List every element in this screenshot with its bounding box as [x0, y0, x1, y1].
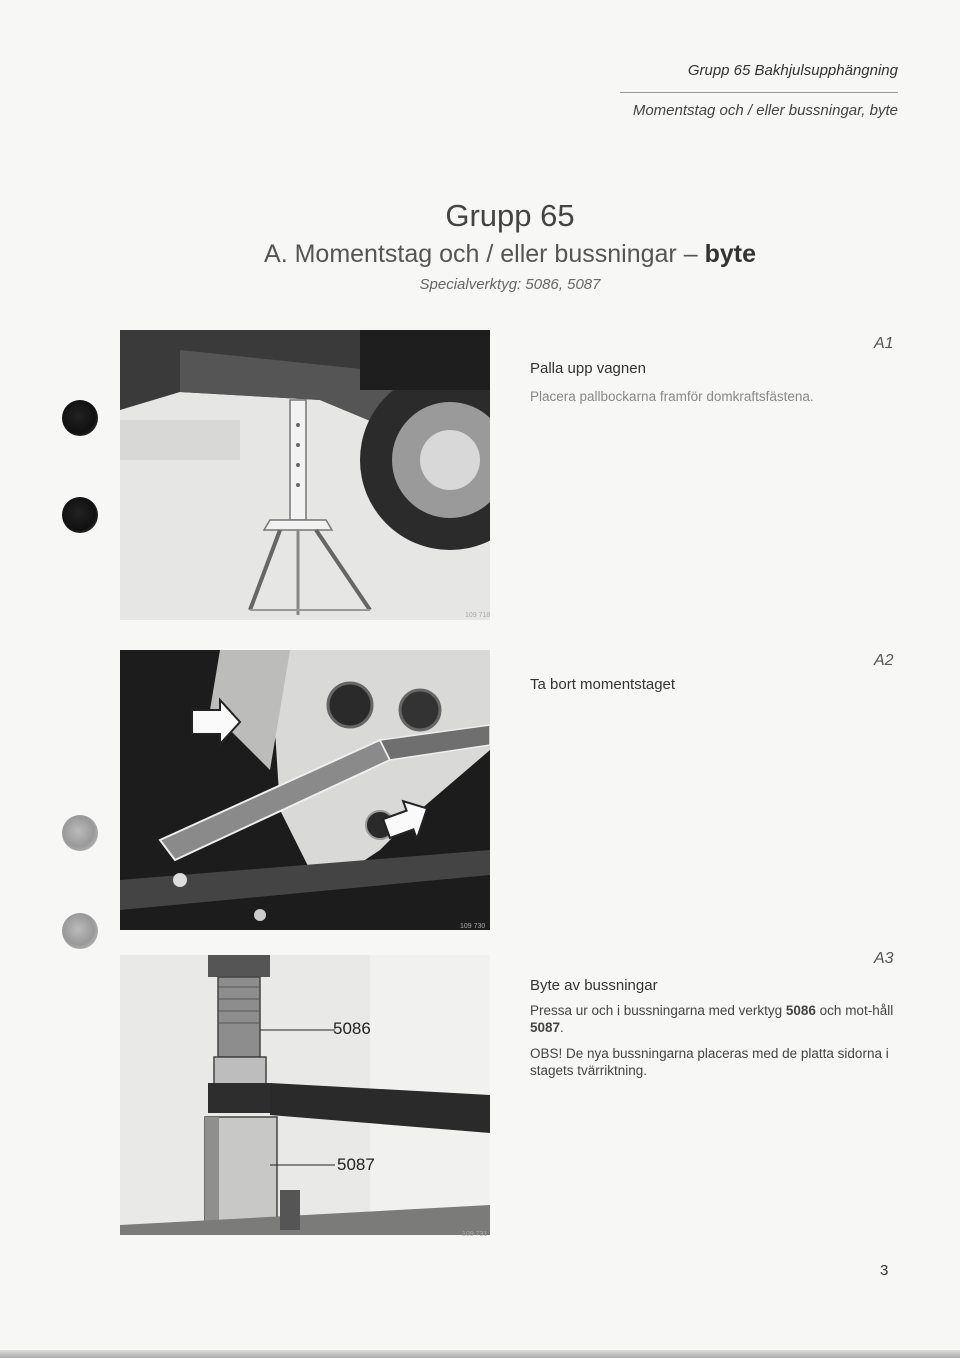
binder-hole	[62, 400, 98, 436]
step-label-a2: A2	[874, 652, 894, 669]
procedure-title	[0, 240, 960, 269]
step-heading-a2: Ta bort momentstaget	[530, 676, 676, 693]
photo-torque-rod	[120, 650, 490, 930]
photo-bushing-press	[120, 955, 490, 1235]
step-text-a3: Pressa ur och i bussningarna med verktyg 5086 och mot-håll 5087.	[530, 1003, 894, 1035]
photo-jack-stand	[120, 330, 490, 620]
section-title: Grupp 65	[445, 198, 575, 233]
binder-hole	[62, 497, 98, 533]
step-label-a3: A3	[874, 950, 894, 967]
step-label-a1: A1	[874, 335, 894, 352]
scan-edge	[0, 1350, 960, 1358]
special-tools: Specialverktyg: 5086, 5087	[419, 276, 601, 293]
tool-5087: 5087	[530, 1020, 561, 1035]
procedure-action: byte	[704, 240, 756, 268]
page-number: 3	[880, 1262, 889, 1279]
callout-5086: 5086	[333, 1019, 371, 1038]
image-number: 109 718	[465, 612, 491, 619]
running-header-group: Grupp 65 Bakhjulsupphängning	[687, 62, 898, 79]
step-heading-a1: Palla upp vagnen	[530, 360, 646, 377]
running-header-subtitle: Momentstag och / eller bussningar, byte	[632, 102, 898, 119]
tool-5086: 5086	[785, 1003, 816, 1018]
procedure-name: Momentstag och / eller bussningar	[294, 240, 677, 268]
header-rule	[620, 92, 898, 93]
image-number: 109 730	[460, 923, 486, 930]
procedure-dash: –	[683, 240, 698, 268]
procedure-prefix: A.	[264, 240, 288, 268]
binder-hole	[62, 913, 98, 949]
callout-5087: 5087	[337, 1155, 375, 1174]
binder-hole	[62, 815, 98, 851]
image-number: 109 731	[462, 1231, 488, 1238]
step-note-a3: OBS! De nya bussningarna placeras med de platta sidorna i stagets tvärriktning.	[530, 1046, 889, 1078]
step-text-a1: Placera pallbockarna framför domkraftsfästena.	[530, 389, 814, 404]
step-heading-a3: Byte av bussningar	[530, 977, 658, 994]
